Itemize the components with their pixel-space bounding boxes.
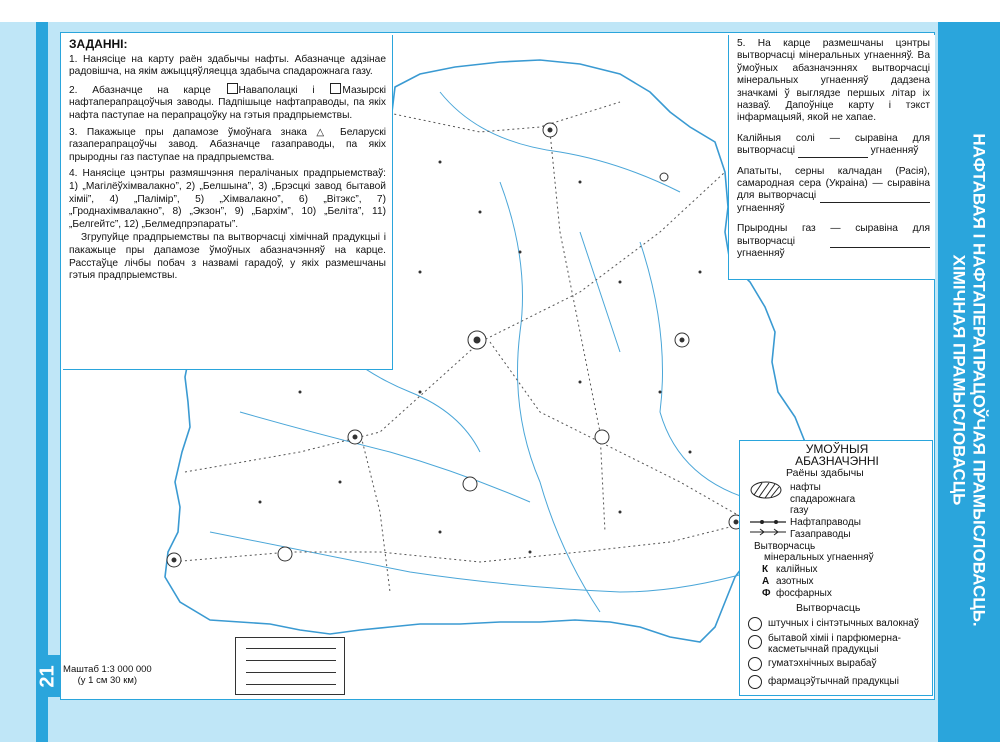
fiber-symbol-circle[interactable] xyxy=(748,617,762,631)
task-4: 4. Нанясіце цэнтры размяшчэння пералічаных прадпрыемстваў: 1) „Магілёўхімвалакно”, 2) „Белшына”, 3) „Брэсцкі завод бытавой хіміі”, 4) „Палімір”, 5) „Хімвалакно”, 6) „Вітэкс”, 7) „Гроднахімвалакно”, 8) „Экзон”, 9) „Бархім”, 10) „Беліта”, 11) „Белгейтс”, 12) „Белмедпрэпараты”. xyxy=(69,168,386,230)
fert-label-phosphate: фосфарных xyxy=(776,588,832,599)
task-4-continued: Згрупуйце прадпрыемствы па вытворчасці хімічнай прадукцыі і пакажыце пры дапамозе ўмоўных абазначэнняў на карце. Расстаўце лічбы побач з назвамі гарадоў, у якіх размешчаны гэтыя прадпрыемствы. xyxy=(69,232,386,282)
apatite-sentence: Апатыты, серны калчадан (Расія), самародная сера (Украіна) — сыравіна для вытворчасці угнаенняў xyxy=(737,165,930,214)
prod-label-household-1: бытавой хіміі і парфюмерна- xyxy=(768,633,901,644)
gas-sentence: Прыродны газ — сыравіна для вытворчасці угнаенняў xyxy=(737,223,930,260)
answer-line[interactable] xyxy=(246,672,336,673)
fert-letter-k: К xyxy=(762,564,769,575)
fert-letter-a: А xyxy=(762,576,770,587)
square-symbol xyxy=(227,83,238,94)
fertilizer-title-1: Вытворчасць xyxy=(754,541,816,552)
task-1: 1. Нанясіце на карту раён здабычы нафты. Абазначце адзінае радовішча, на якім ажыццяўляецца здабыча спадарожнага газу. xyxy=(69,53,386,78)
rubber-symbol-circle[interactable] xyxy=(748,657,762,671)
legend-title: УМОЎНЫЯ АБАЗНАЧЭННІ xyxy=(795,442,879,468)
legend-oil: нафты xyxy=(790,482,821,493)
production-title: Вытворчасць xyxy=(796,602,861,614)
answer-lines-box[interactable] xyxy=(235,637,345,695)
household-chem-symbol-circle[interactable] xyxy=(748,635,762,649)
prod-label-fibers: штучных і сінтэтычных валокнаў xyxy=(768,618,919,629)
page-number: 21 xyxy=(36,664,59,688)
tasks-heading: ЗАДАННІ: xyxy=(69,37,128,51)
task-2: 2. Абазначце на карце Наваполацкі і Мазырскі нафтаперапрацоўчыя заводы. Падпішыце нафтаправоды, па якіх нафта паступае на перапрацоўку на гэтыя прадпрыемствы. xyxy=(69,84,386,121)
fert-label-potash: калійных xyxy=(776,564,818,575)
fertilizer-title-2: мінеральных угнаенняў xyxy=(764,552,874,563)
task-5-intro: 5. На карце размешчаны цэнтры вытворчасці мінеральных угнаенняў. Ва ўмоўных абазначэннях вытворчасці мінеральных угнаенняў дадзена значкамі ў выглядзе першых літар іх назваў. Дапоўніце карту і тэкст інфармацыяй, якой не хапае. xyxy=(737,38,930,124)
prod-label-pharma: фармацэўтычнай прадукцыі xyxy=(768,676,899,687)
fert-label-nitrogen: азотных xyxy=(776,576,814,587)
prod-label-household-2: касметычнай прадукцыі xyxy=(768,644,879,655)
task-3: 3. Пакажыце пры дапамозе ўмоўнага знака △ Беларускі газаперапрацоўчы завод. Абазначце газаправоды, па якіх прыродны газ паступае на прадпрыемства. xyxy=(69,126,386,163)
answer-line[interactable] xyxy=(246,648,336,649)
pharma-symbol-circle[interactable] xyxy=(748,675,762,689)
legend-gas-pipelines: Газаправоды xyxy=(790,529,851,540)
oil-area-icon xyxy=(748,479,784,501)
square-symbol xyxy=(330,83,341,94)
task-5-panel xyxy=(728,35,935,280)
triangle-icon: △ xyxy=(316,126,331,138)
legend-assoc-gas-1: спадарожнага xyxy=(790,494,856,505)
chapter-title-line-2: ХІМІЧНАЯ ПРАМЫСЛОВАСЦЬ xyxy=(950,254,970,506)
answer-line[interactable] xyxy=(798,147,868,158)
answer-line[interactable] xyxy=(820,192,930,203)
answer-line[interactable] xyxy=(830,237,930,248)
prod-label-rubber: гуматэхнічных вырабаў xyxy=(768,658,877,669)
map-legend xyxy=(739,440,933,696)
pipeline-icons xyxy=(748,517,788,537)
top-margin xyxy=(0,0,1000,22)
answer-line[interactable] xyxy=(246,684,336,685)
legend-assoc-gas-2: газу xyxy=(790,505,809,516)
mining-areas-title: Раёны здабычы xyxy=(786,467,864,479)
fert-letter-f: Ф xyxy=(762,588,771,599)
legend-oil-pipelines: Нафтаправоды xyxy=(790,517,861,528)
chapter-title xyxy=(938,40,1000,720)
map-scale: Маштаб 1:3 000 000 (у 1 см 30 км) xyxy=(63,664,152,686)
answer-line[interactable] xyxy=(246,660,336,661)
left-color-strip xyxy=(36,22,48,742)
chapter-title-line-1: НАФТАВАЯ І НАФТАПЕРАПРАЦОЎЧАЯ ПРАМЫСЛОВАСЦЬ. xyxy=(970,133,990,627)
tasks-panel xyxy=(63,35,393,370)
potash-sentence: Калійныя солі — сыравіна для вытворчасці угнаенняў xyxy=(737,132,930,157)
